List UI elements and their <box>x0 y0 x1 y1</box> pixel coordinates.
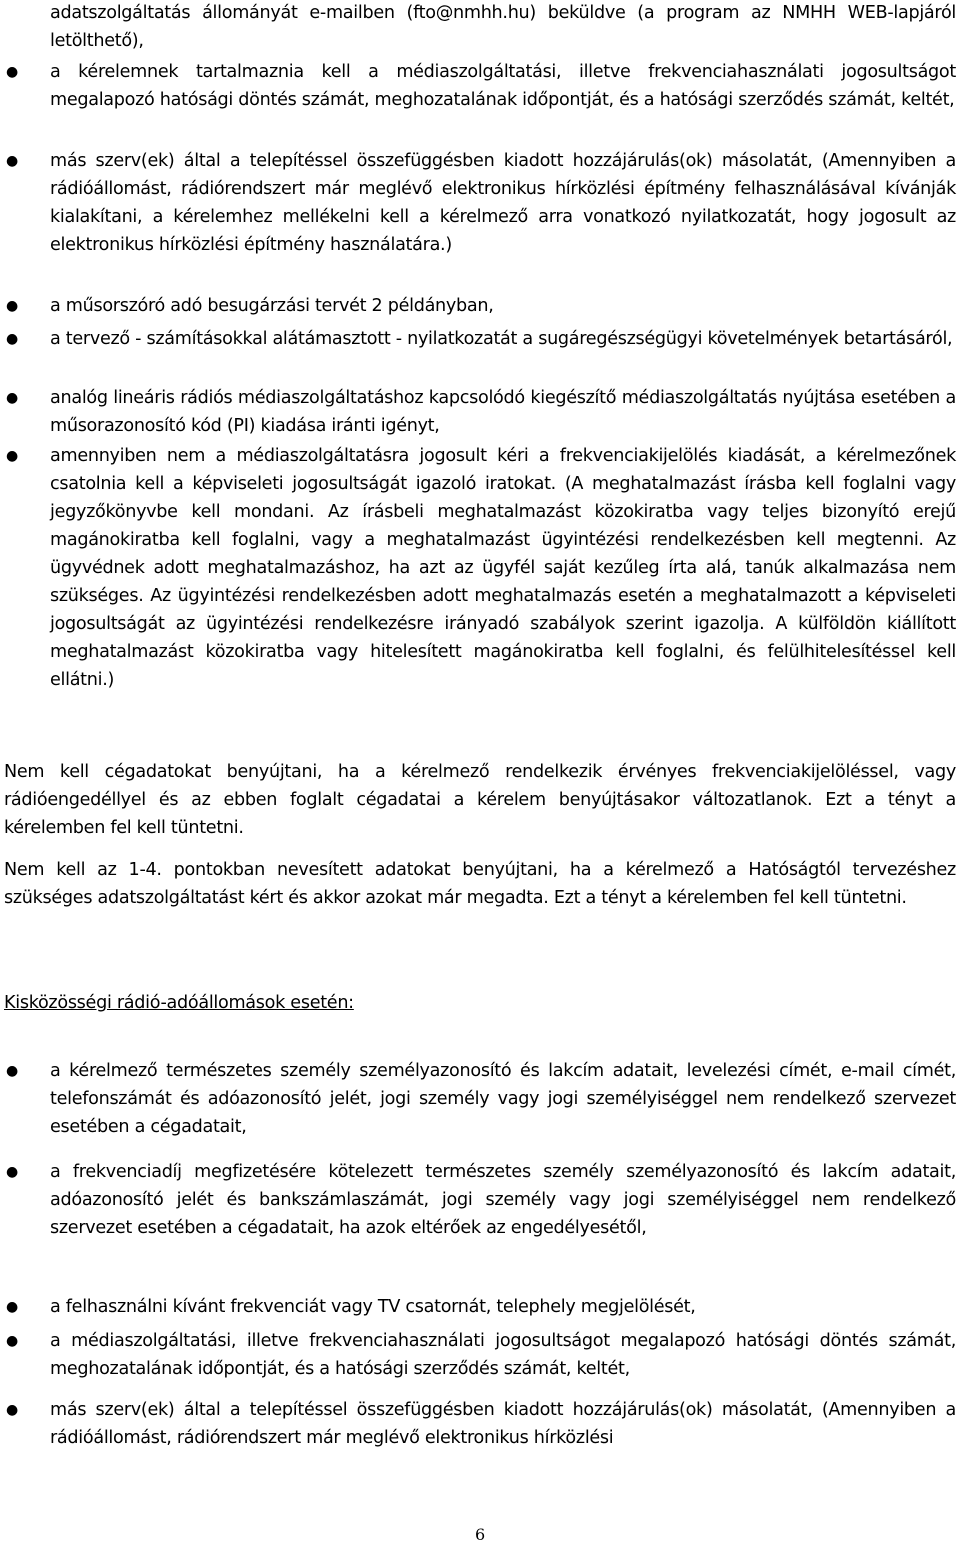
bullet-icon: ● <box>6 298 18 314</box>
list-item: ● amennyiben nem a médiaszolgáltatásra jogosult kéri a frekvenciakijelölés kiadását, a kérelmezőnek csatolnia kell a képviseleti jogosultságát igazoló iratokat. (A meghatalmazást írásba kell foglalni vagy jegyzőkönyvbe kell mondani. Az írásbeli meghatalmazást közokiratba vagy teljes bizonyító erejű magánokiratba kell foglalni, vagy a meghatalmazást ügyintézési rendelkezésben kell megtenni. Az ügyvédnek adott meghatalmazáshoz, ha azt az ügyfél saját kezűleg írta alá, tanúk alkalmazása nem szükséges. Az ügyintézési rendelkezésben adott meghatalmazás esetén a meghatalmazott a képviseleti jogosultságát az ügyintézési rendelkezésre irányadó szabályok szerint igazolja. A külföldön kiállított meghatalmazást közokiratba vagy hitelesített magánokiratba kell foglalni, és felülhitelesítéssel kell ellátni.) <box>50 442 956 694</box>
bullet-icon: ● <box>6 1402 18 1418</box>
bullet-icon: ● <box>6 1333 18 1349</box>
list-item: ● a műsorszóró adó besugárzási tervét 2 példányban, <box>50 292 956 320</box>
bullet-icon: ● <box>6 153 18 169</box>
bullet-icon: ● <box>6 1063 18 1079</box>
bullet-icon: ● <box>6 448 18 464</box>
bullet-icon: ● <box>6 331 18 347</box>
bullet-icon: ● <box>6 64 18 80</box>
list-item: ● más szerv(ek) által a telepítéssel összefüggésben kiadott hozzájárulás(ok) másolatát, (Amennyiben a rádióállomást, rádiórendszert már meglévő elektronikus hírközlési építmény felhasználásával kívánják kialakítani, a kérelemhez mellékelni kell a kérelmező arra vonatkozó nyilatkozatát, hogy jogosult az elektronikus hírközlési építmény használatára.) <box>50 147 956 259</box>
list-item: ● a tervező - számításokkal alátámasztott - nyilatkozatát a sugáregészségügyi követelmények betartásáról, <box>50 325 956 353</box>
list-item: ● a kérelmező természetes személy személyazonosító és lakcím adatait, levelezési címét, e-mail címét, telefonszámát és adóazonosító jelét, jogi személy vagy jogi személyiséggel nem rendelkező szervezet esetében a cégadatait, <box>50 1057 956 1141</box>
paragraph: Nem kell az 1-4. pontokban nevesített adatokat benyújtani, ha a kérelmező a Hatóságtól tervezéshez szükséges adatszolgáltatást kért és akkor azokat már megadta. Ezt a tényt a kérelemben fel kell tüntetni. <box>4 860 956 908</box>
list-item: ● a kérelemnek tartalmaznia kell a médiaszolgáltatási, illetve frekvenciahasználati jogosultságot megalapozó hatósági döntés számát, meghozatalának időpontját, és a hatósági szerződés számát, keltét, <box>50 58 956 114</box>
bullet-icon: ● <box>6 1299 18 1315</box>
list-item: ● a médiaszolgáltatási, illetve frekvenciahasználati jogosultságot megalapozó hatósági döntés számát, meghozatalának időpontját, és a hatósági szerződés számát, keltét, <box>50 1327 956 1383</box>
page-number: 6 <box>475 1525 485 1544</box>
bullet-icon: ● <box>6 1164 18 1180</box>
paragraph: Nem kell cégadatokat benyújtani, ha a kérelmező rendelkezik érvényes frekvenciakijelöléssel, vagy rádióengedéllyel és az ebben foglalt cégadatai a kérelem benyújtásakor változatlanok. Ezt a tényt a kérelemben fel kell tüntetni. <box>4 762 956 838</box>
section-heading: Kisközösségi rádió-adóállomások esetén: <box>4 993 354 1013</box>
list-item: ● a frekvenciadíj megfizetésére kötelezett természetes személy személyazonosító és lakcím adatait, adóazonosító jelét és bankszámlaszámát, jogi személy vagy jogi személyiséggel nem rendelkező szervezet esetében a cégadatait, ha azok eltérőek az engedélyesétől, <box>50 1158 956 1242</box>
bullet-icon: ● <box>6 390 18 406</box>
list-item: ● analóg lineáris rádiós médiaszolgáltatáshoz kapcsolódó kiegészítő médiaszolgáltatás nyújtása esetében a műsorazonosító kód (PI) kiadása iránti igényt, <box>50 384 956 440</box>
list-item: ● más szerv(ek) által a telepítéssel összefüggésben kiadott hozzájárulás(ok) másolatát, (Amennyiben a rádióállomást, rádiórendszert már meglévő elektronikus hírközlési <box>50 1396 956 1452</box>
list-item-continuation: adatszolgáltatás állományát e-mailben (fto@nmhh.hu) beküldve (a program az NMHH WEB-lapjáról letölthető), <box>50 3 956 51</box>
list-item: ● a felhasználni kívánt frekvenciát vagy TV csatornát, telephely megjelölését, <box>50 1293 956 1321</box>
